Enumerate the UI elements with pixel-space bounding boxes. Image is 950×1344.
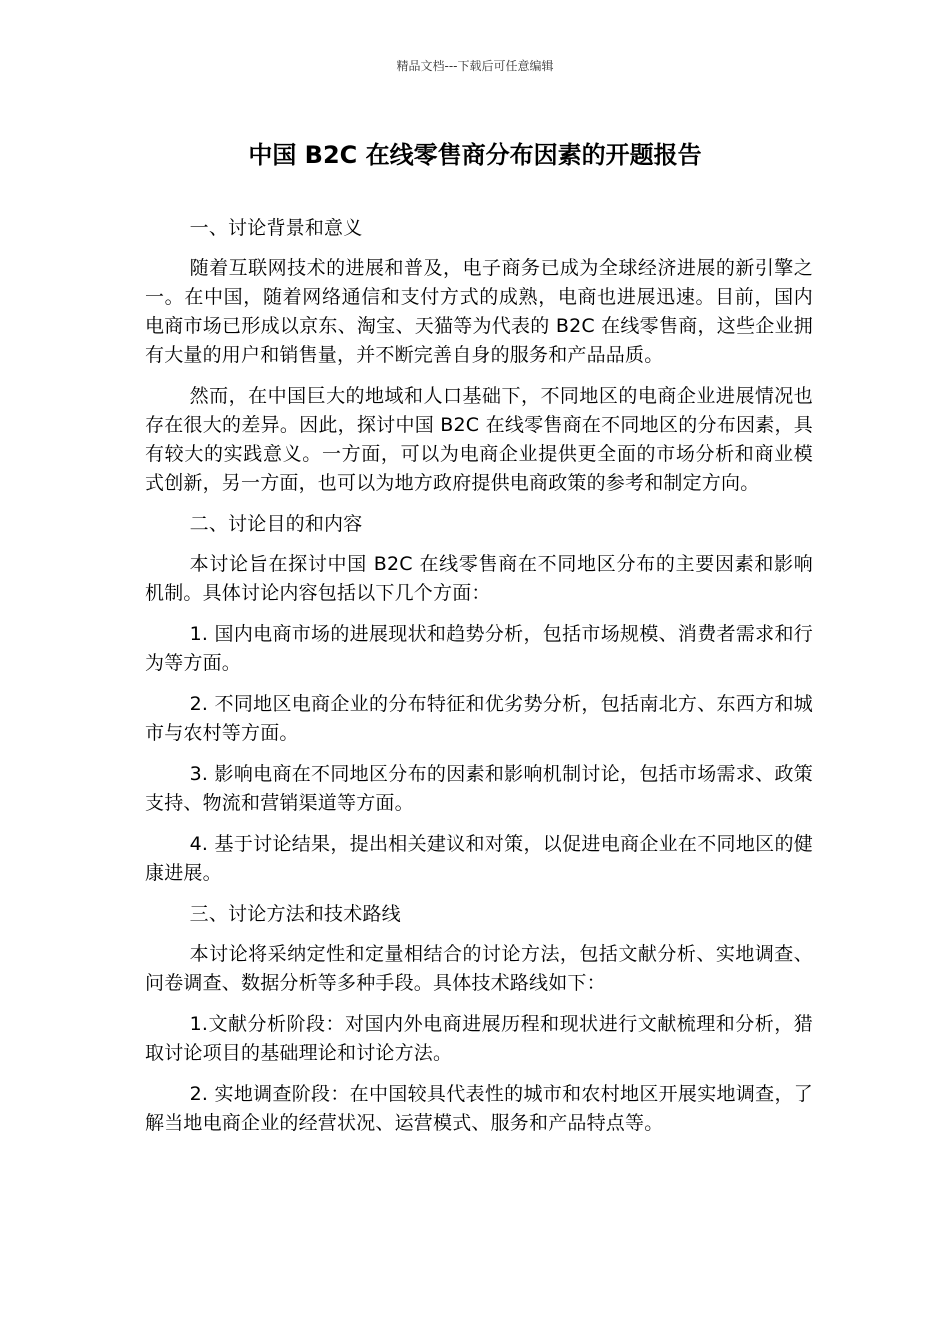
paragraph-method-intro: 本讨论将采纳定性和定量相结合的讨论方法，包括文献分析、实地调查、问卷调查、数据分析等多种手段。具体技术路线如下： bbox=[145, 943, 813, 994]
paragraph-background-2: 然而，在中国巨大的地域和人口基础下，不同地区的电商企业进展情况也存在很大的差异。因此，探讨中国 B2C 在线零售商在不同地区的分布因素，具有较大的实践意义。一方面，可以为电商企业提供更全面的市场分析和商业模式创新，另一方面，也可以为地方政府提供电商政策的参考和制定方向。 bbox=[145, 385, 813, 494]
section-heading-background: 一、讨论背景和意义 bbox=[189, 217, 363, 239]
list-item-method-1: 1.文献分析阶段：对国内外电商进展历程和现状进行文献梳理和分析，猎取讨论项目的基础理论和讨论方法。 bbox=[145, 1013, 813, 1064]
paragraph-purpose-intro: 本讨论旨在探讨中国 B2C 在线零售商在不同地区分布的主要因素和影响机制。具体讨论内容包括以下几个方面： bbox=[145, 553, 813, 604]
list-item-purpose-2: 2. 不同地区电商企业的分布特征和优劣势分析，包括南北方、东西方和城市与农村等方面。 bbox=[145, 693, 813, 744]
section-heading-purpose: 二、讨论目的和内容 bbox=[189, 513, 363, 535]
list-item-purpose-1: 1. 国内电商市场的进展现状和趋势分析，包括市场规模、消费者需求和行为等方面。 bbox=[145, 623, 813, 674]
header-note: 精品文档---下载后可任意编辑 bbox=[396, 59, 554, 73]
list-item-purpose-4: 4. 基于讨论结果，提出相关建议和对策，以促进电商企业在不同地区的健康进展。 bbox=[145, 833, 813, 884]
section-heading-method: 三、讨论方法和技术路线 bbox=[189, 903, 401, 925]
document-body bbox=[145, 214, 813, 1150]
document-title: 中国 B2C 在线零售商分布因素的开题报告 bbox=[248, 141, 702, 169]
list-item-purpose-3: 3. 影响电商在不同地区分布的因素和影响机制讨论，包括市场需求、政策支持、物流和营销渠道等方面。 bbox=[145, 763, 813, 814]
list-item-method-2: 2. 实地调查阶段：在中国较具代表性的城市和农村地区开展实地调查，了解当地电商企业的经营状况、运营模式、服务和产品特点等。 bbox=[145, 1083, 813, 1134]
paragraph-background-1: 随着互联网技术的进展和普及，电子商务已成为全球经济进展的新引擎之一。在中国，随着网络通信和支付方式的成熟，电商也进展迅速。目前，国内电商市场已形成以京东、淘宝、天猫等为代表的 B2C 在线零售商，这些企业拥有大量的用户和销售量，并不断完善自身的服务和产品品质。 bbox=[145, 257, 813, 366]
